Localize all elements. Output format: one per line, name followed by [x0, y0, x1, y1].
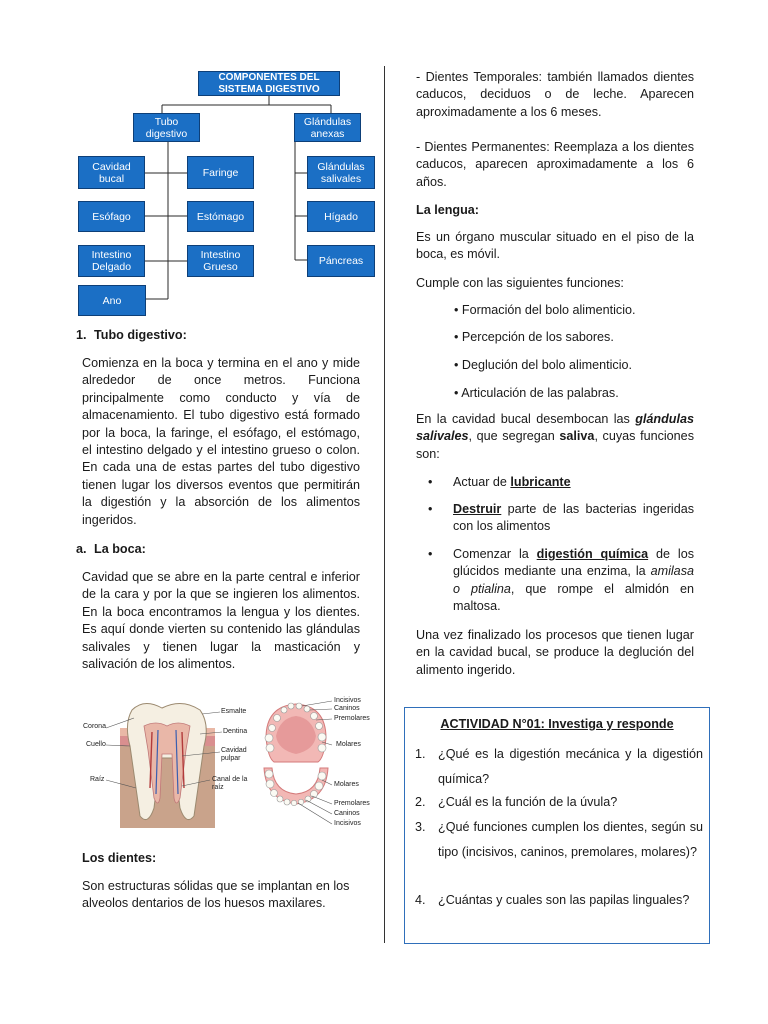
map-root-box: COMPONENTES DEL SISTEMA DIGESTIVO: [198, 71, 340, 96]
label-incisivos-inf: Incisivos: [334, 820, 361, 827]
boca-paragraph: Cavidad que se abre en la parte central e inferior de la cara y por la que se ingieren los alimentos. En la boca encontramos la lengua y los dientes. Es aquí donde vierten su contenido las glándulas salivales y tienen lugar la masticación y salivación de los alimentos.: [82, 570, 360, 672]
tooth-diagram: [82, 698, 257, 836]
label-canal-raiz: Canal de la raíz: [212, 776, 248, 791]
tubo-heading: [76, 327, 187, 344]
conclusion-paragraph: Una vez finalizado los procesos que tienen lugar en la cavidad bucal, se produce la deglución del alimento ingerido.: [416, 628, 694, 677]
question-text: ¿Cuál es la función de la úvula?: [438, 795, 618, 809]
saliva-function-3: [428, 546, 694, 616]
map-intestino-delgado-box: Intestino Delgado: [78, 245, 145, 277]
b3-text-3: , que rompe el almidón en maltosa.: [453, 581, 694, 614]
b3-text-1: Comenzar la: [453, 547, 537, 561]
label-raiz: Raíz: [90, 776, 105, 783]
map-estomago-box: Estómago: [187, 201, 254, 232]
dientes-permanentes: - Dientes Permanentes: Reemplaza a los dientes caducos, aparecen aproximadamente a los 6 años.: [416, 140, 694, 189]
saliva-function-1: [428, 474, 694, 491]
label-dentina: Dentina: [223, 728, 248, 735]
saliva-text-3: , cuyas funciones son:: [416, 429, 694, 461]
map-tubo-digestivo-box: Tubo digestivo: [133, 113, 200, 142]
label-caninos-inf: Caninos: [334, 810, 360, 817]
label-caninos-sup: Caninos: [334, 705, 360, 712]
map-pancreas-box: Páncreas: [307, 245, 375, 277]
map-cavidad-bucal-box: Cavidad bucal: [78, 156, 145, 189]
question-number: 4.: [415, 893, 426, 907]
concept-map: [0, 0, 384, 330]
amilasa-term: amilasa o ptialina: [453, 564, 694, 596]
saliva-text-1: En la cavidad bucal desembocan las: [416, 412, 636, 426]
label-molares-sup: Molares: [336, 741, 361, 748]
question-number: 3.: [415, 820, 426, 834]
funcion-item: • Percepción de los sabores.: [454, 330, 614, 344]
label-cavidad-pulpar: Cavidad pulpar: [221, 747, 247, 762]
map-intestino-grueso-box: Intestino Grueso: [187, 245, 254, 277]
saliva-term: saliva: [559, 429, 595, 444]
label-molares-inf: Molares: [334, 781, 359, 788]
question-number: 2.: [415, 795, 426, 809]
question-text: ¿Qué es la digestión mecánica y la digestión química?: [438, 747, 703, 786]
boca-letter: a.: [76, 542, 87, 556]
lengua-heading: La lengua:: [416, 203, 479, 217]
dientes-temporales: - Dientes Temporales: también llamados dientes caducos, deciduos o de leche. Aparecen aproximadamente a los 6 meses.: [416, 70, 694, 119]
glandulas-salivales-term: glándulas salivales: [416, 412, 694, 444]
map-glandulas-anexas-box: Glándulas anexas: [294, 113, 361, 142]
tooth-illustration: [82, 698, 257, 836]
label-premolares-inf: Premolares: [334, 800, 370, 807]
b1-text: Actuar de: [453, 475, 511, 489]
saliva-function-2: [428, 501, 694, 536]
tubo-number: 1.: [76, 328, 87, 342]
map-glandulas-salivales-box: Glándulas salivales: [307, 156, 375, 189]
question-text: ¿Cuántas y cuales son las papilas linguales?: [438, 893, 690, 907]
label-esmalte: Esmalte: [221, 708, 247, 715]
dientes-heading: Los dientes:: [82, 851, 157, 865]
dientes-paragraph: Son estructuras sólidas que se implantan en los alveolos dentarios de los huesos maxilares.: [82, 879, 350, 911]
map-ano-box: Ano: [78, 285, 146, 316]
funcion-item: • Formación del bolo alimenticio.: [454, 303, 636, 317]
boca-heading: [76, 541, 146, 558]
label-premolares-sup: Premolares: [334, 715, 370, 722]
boca-heading-text: La boca:: [94, 542, 146, 556]
lubricante-term: lubricante: [510, 475, 571, 489]
question-text: ¿Qué funciones cumplen los dientes, según su tipo (incisivos, caninos, premolares, molares)?: [438, 820, 703, 859]
question-number: 1.: [415, 747, 426, 761]
activity-question: [415, 790, 703, 815]
bullet-icon: •: [428, 547, 433, 561]
b3-text-2: de los glúcidos mediante una enzima, la: [453, 547, 694, 579]
digestion-quimica-term: digestión química: [536, 547, 649, 561]
teeth-arch-diagram: [258, 696, 376, 834]
destruir-term: Destruir: [453, 502, 502, 516]
map-esofago-box: Esófago: [78, 201, 145, 232]
label-cuello: Cuello: [86, 741, 106, 748]
column-divider: [384, 66, 385, 943]
saliva-paragraph: [416, 411, 694, 463]
lengua-text: Es un órgano muscular situado en el piso de la boca, es móvil.: [416, 230, 694, 262]
activity-title: ACTIVIDAD N°01: Investiga y responde: [440, 717, 674, 731]
bullet-icon: •: [428, 475, 433, 489]
map-higado-box: Hígado: [307, 201, 375, 232]
b2-text: parte de las bacterias ingeridas con los alimentos: [453, 502, 694, 534]
tubo-paragraph: Comienza en la boca y termina en el ano y mide alrededor de once metros. Funciona principalmente como conducto y vía de almacenamiento. El tubo digestivo está formado por la boca, la faringe, el esófago, el estómago, el intestino delgado y el intestino grueso o colon. En cada una de estas partes del tubo digestivo tienen lugar los diversos eventos que permitirán la digestión y la absorción de los alimentos ingeridos.: [82, 356, 360, 527]
label-corona: Corona: [83, 723, 106, 730]
funcion-item: • Deglución del bolo alimenticio.: [454, 358, 633, 372]
activity-question: [415, 815, 703, 864]
funciones-intro: Cumple con las siguientes funciones:: [416, 276, 624, 290]
bullet-icon: •: [428, 502, 433, 516]
label-incisivos-sup: Incisivos: [334, 697, 361, 704]
activity-question: [415, 742, 703, 791]
tubo-heading-text: Tubo digestivo:: [94, 328, 187, 342]
activity-box: [404, 707, 710, 944]
funcion-item: • Articulación de las palabras.: [454, 386, 619, 400]
map-faringe-box: Faringe: [187, 156, 254, 189]
activity-question: [415, 888, 703, 913]
saliva-text-2: , que segregan: [468, 429, 560, 444]
